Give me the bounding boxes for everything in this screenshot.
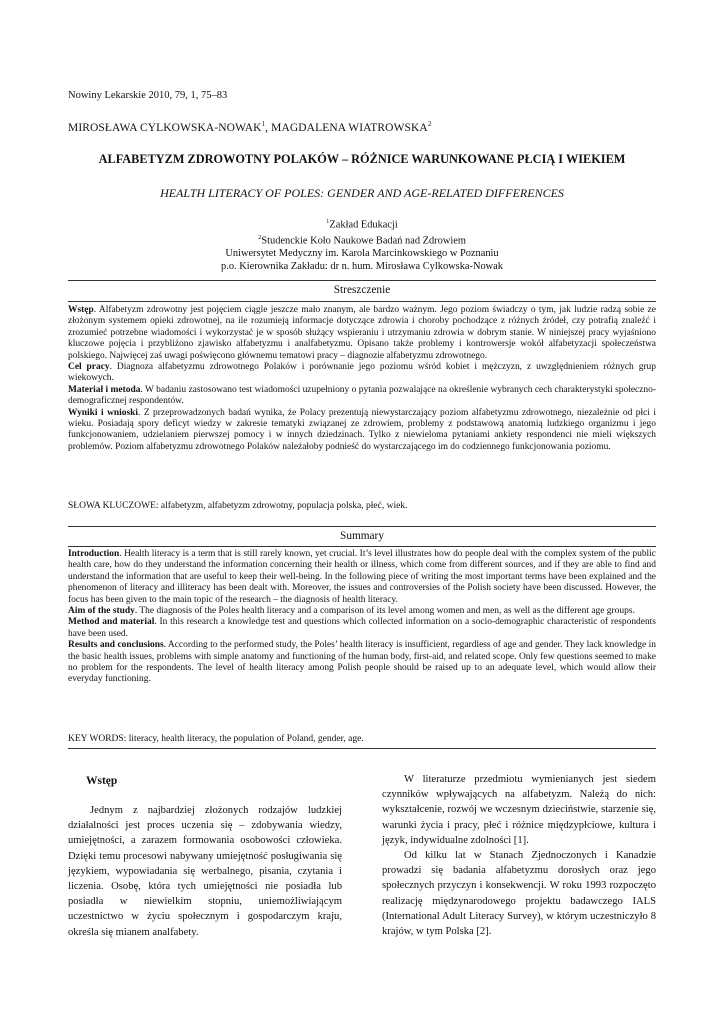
streszczenie-heading: Streszczenie (333, 284, 391, 296)
body-paragraph: W literaturze przedmiotu wymienianych jest siedem czynników wpływających na alfabetyzm. Należą do nich: wykształcenie, rozwój we wczesnym dzieciństwie, starzenie się, warunki życia i pracy, płeć i różnice międzypłciowe, kultura i język, indywidualne zdolności [1]. (382, 774, 656, 846)
abstract-en-results-text: . According to the performed study, the Poles’ health literacy is insufficient, regardless of age and gender. They lack knowledge in the basic health issues, problems with simple anatomy and functioning of the human body, first-aid, and related scope. Only few questions seemed to make no problem for the respondents. The level of health literacy among Polish people should be raised up to an adequate level, which would allow their everyday functioning. (68, 640, 656, 685)
body-column-right (382, 772, 656, 939)
author-1-affiliation-mark: 1 (261, 120, 266, 128)
abstract-en-method-text: . In this research a knowledge test and questions which collected information on a socio-demographic characteristic of respondents have been used. (68, 617, 656, 639)
divider-top-streszczenie (68, 280, 656, 281)
affiliation-mark-2: 2 (258, 234, 262, 242)
affiliation-head: p.o. Kierownika Zakładu: dr n. hum. Mirosława Cylkowska-Nowak (221, 260, 503, 272)
abstract-pl-wstep-label: Wstęp (68, 305, 94, 315)
affiliation-line-1 (0, 216, 724, 232)
abstract-polish (68, 305, 656, 453)
abstract-pl-wstep (68, 305, 656, 362)
abstract-english (68, 549, 656, 686)
abstract-pl-metoda (68, 385, 656, 408)
abstract-en-aim-label: Aim of the study (68, 606, 135, 617)
summary-heading: Summary (340, 530, 384, 542)
affiliation-block (0, 216, 724, 273)
abstract-pl-metoda-label: Materiał i metoda (68, 384, 141, 395)
divider-below-summary-heading (68, 546, 656, 547)
abstract-en-results (68, 640, 656, 686)
abstract-en-introduction-text: . Health literacy is a term that is still rarely known, yet crucial. It’s level illustrates how do people deal with the complex system of the public health care, how do they understand the information concerning their health or illness, which come from different sources, and if they are able to find and understand the information that are useful to keep their well-being. In the following piece of writing the most important terms have been explained and the phenomenon of literacy and illiteracy has been dealt with. Moreover, the issues and controversies of the Polish society have been discussed. However, the focus has been given to the main topic of the research – the diagnosis of health literacy. (68, 549, 656, 605)
body-column-left (68, 803, 342, 940)
journal-reference: Nowiny Lekarskie 2010, 79, 1, 75–83 (68, 90, 228, 101)
abstract-en-method-label: Method and material (68, 617, 155, 628)
divider-below-streszczenie-heading (68, 301, 656, 302)
body-paragraph: Jednym z najbardziej złożonych rodzajów ludzkiej działalności jest proces uczenia się – zdobywania wiedzy, umiejętności, a zarazem formowania osobowości człowieka. Dzięki temu procesowi nabywany umiejętność posługiwania się językiem, wypowiadania się werbalnego, pisania, czytania i liczenia. Osobę, która tych umiejętności nie posiadła lub posiadła w niewielkim stopniu, uniemożliwiającym uczestnictwo w życiu społecznym i gospodarczym kraju, określa się mianem analfabety. (68, 805, 342, 938)
affiliation-line-2 (0, 232, 724, 248)
abstract-pl-cel-label: Cel pracy (68, 362, 110, 373)
divider-top-summary (68, 526, 656, 527)
authors-line (68, 120, 431, 134)
author-1: MIROSŁAWA CYLKOWSKA-NOWAK (68, 121, 262, 134)
abstract-pl-metoda-text: . W badaniu zastosowano test wiadomości uzupełniony o pytania pozwalające na określenie wybranych cech charakterystyki społeczno-demograficznej respondentów. (68, 384, 656, 407)
affiliation-university: Uniwersytet Medyczny im. Karola Marcinkowskiego w Poznaniu (225, 248, 499, 260)
abstract-pl-wstep-text: . Alfabetyzm zdrowotny jest pojęciem ciągle jeszcze mało znanym, ale bardzo ważnym. Jego poziom świadczy o tym, jak ludzie radzą sobie ze złożonym systemem opieki zdrowotnej, na ile rozumieją informacje dotyczące zdrowia i choroby pochodzące z różnych źródeł, czy potrafią znaleźć i zrozumieć potrzebne wiadomości i wykorzystać je w sposób służący wspieraniu i utrzymaniu zdrowia w dobrym stanie. W niniejszej pracy wyjaśniono kluczowe pojęcia i przybliżono zjawisko alfabetyzmu i analfabetyzmu. Opisano także problemy i kontrowersje wokół alfabetyzacji społeczeństwa polskiego. Najwięcej zaś uwagi poświęcono głównemu tematowi pracy – diagnozie alfabetyzmu zdrowotnego. (68, 305, 656, 361)
abstract-pl-wyniki (68, 408, 656, 454)
paper-title: ALFABETYZM ZDROWOTNY POLAKÓW – RÓŻNICE WARUNKOWANE PŁCIĄ I WIEKIEM (98, 152, 626, 166)
affiliation-student-club: Studenckie Koło Naukowe Badań nad Zdrowiem (261, 235, 466, 247)
abstract-pl-cel-text: . Diagnoza alfabetyzmu zdrowotnego Polaków i porównanie jego poziomu wśród kobiet i mężczyzn, z uwzględnieniem różnych grup wiekowych. (68, 362, 656, 384)
body-paragraph: Od kilku lat w Stanach Zjednoczonych i Kanadzie prowadzi się badania alfabetyzmu dorosłych oraz jego społecznych przyczyn i konsekwencji. W roku 1993 rozpoczęto realizację międzynarodowego projektu badawczego IALS (International Adult Literacy Survey), w którym uczestniczyło 8 krajów, w tym Polska [2]. (382, 850, 656, 938)
author-2: MAGDALENA WIATROWSKA (271, 121, 428, 134)
affiliation-mark-1: 1 (326, 218, 330, 225)
abstract-en-introduction-label: Introduction (68, 549, 120, 559)
divider-after-keywords (68, 748, 656, 749)
affiliation-unit: Zakład Edukacji (329, 219, 398, 231)
section-heading-wstep: Wstęp (86, 775, 118, 787)
keywords-english: KEY WORDS: literacy, health literacy, the population of Poland, gender, age. (68, 734, 364, 744)
abstract-pl-wyniki-text: . Z przeprowadzonych badań wynika, że Polacy prezentują niewystarczający poziom alfabetyzmu zdrowotnego, niezależnie od płci i wieku. Posiadają spory deficyt wiedzy w zakresie tematyki związanej ze zdrowiem, problemy z podstawową anatomią ludzkiego organizmu i jego funkcjonowaniem, udzielaniem pierwszej pomocy i w innych dziedzinach. Tylko z niewieloma pytaniami ankiety respondenci nie mieli większych problemów. Poziom alfabetyzmu zdrowotnego Polaków należałoby podnieść do wystarczającego im do codziennego funkcjonowania poziomu. (68, 407, 656, 452)
paper-title-english: HEALTH LITERACY OF POLES: GENDER AND AGE-RELATED DIFFERENCES (160, 186, 564, 200)
abstract-en-aim (68, 606, 656, 617)
abstract-pl-cel (68, 362, 656, 385)
abstract-en-introduction (68, 549, 656, 606)
abstract-pl-wyniki-label: Wyniki i wnioski (68, 407, 139, 418)
keywords-polish: SŁOWA KLUCZOWE: alfabetyzm, alfabetyzm zdrowotny, populacja polska, płeć, wiek. (68, 501, 408, 511)
author-separator: , (265, 121, 272, 134)
abstract-en-method (68, 617, 656, 640)
abstract-en-aim-text: . The diagnosis of the Poles health literacy and a comparison of its level among women and men, as well as the different age groups. (134, 606, 635, 617)
abstract-en-results-label: Results and conclusions (68, 640, 164, 651)
author-2-affiliation-mark: 2 (427, 120, 432, 128)
